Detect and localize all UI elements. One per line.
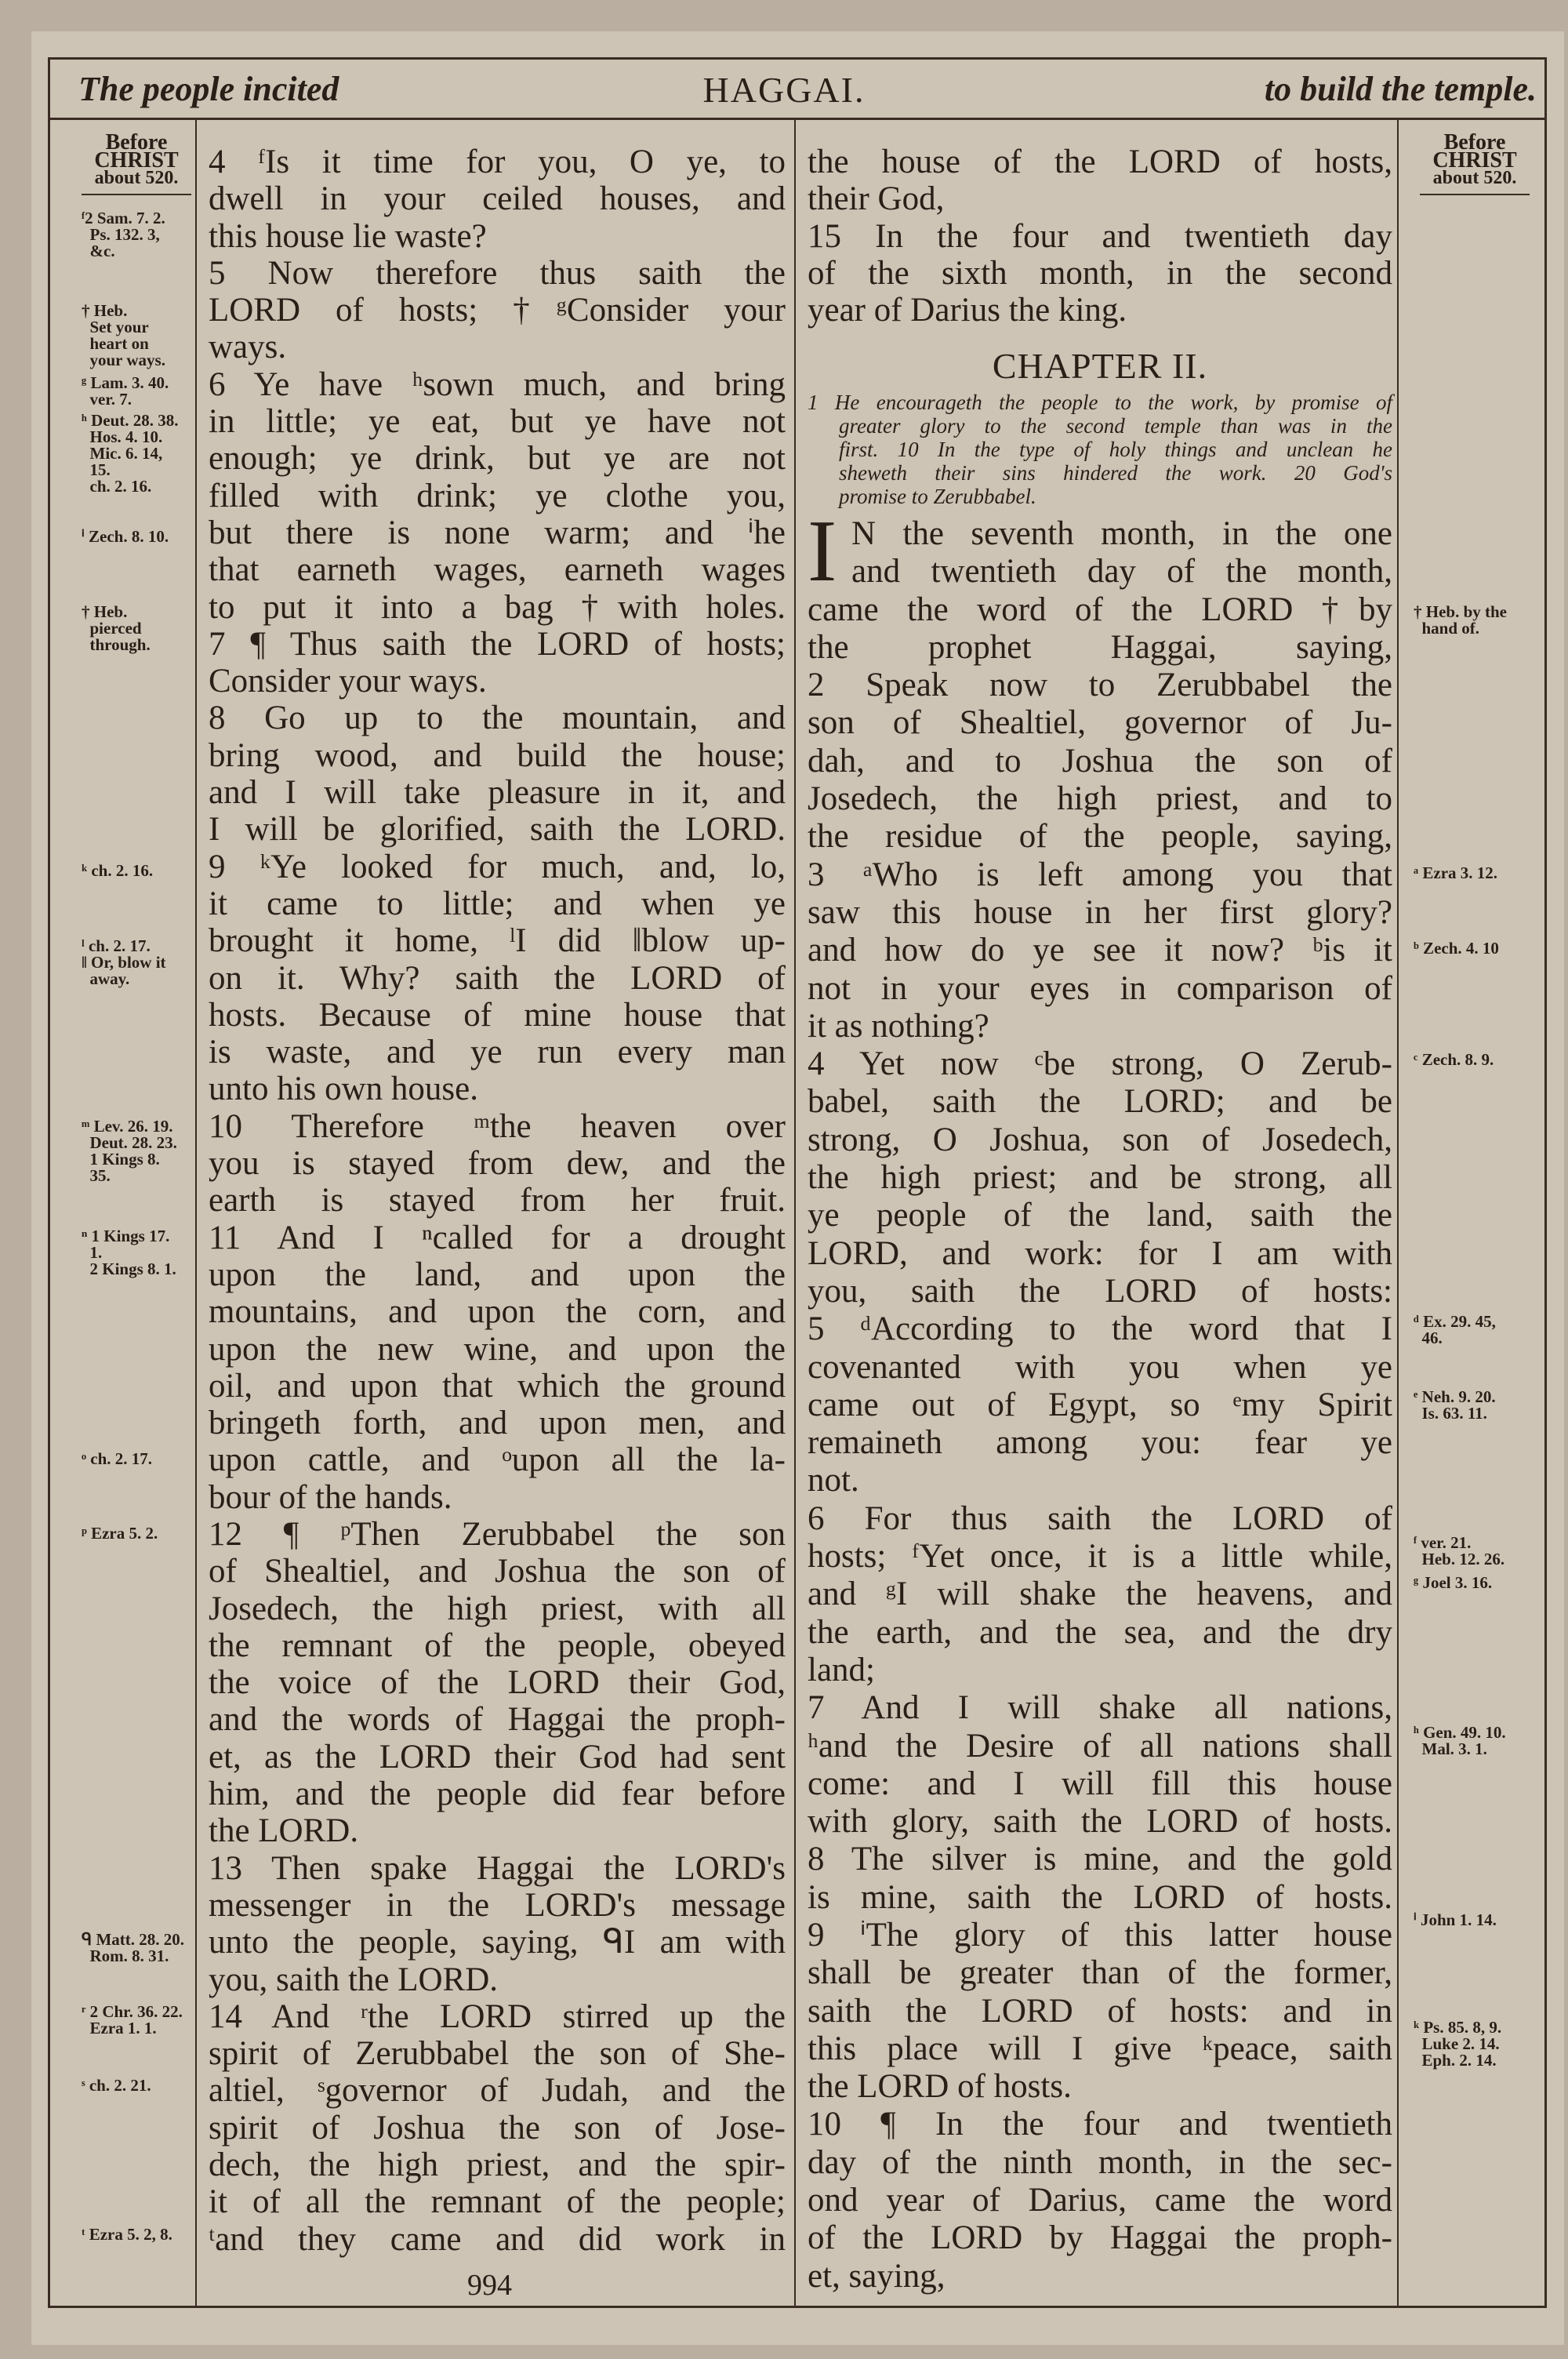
text-line: not.: [808, 1462, 859, 1499]
text-line: and how do ye see it now? ᵇis it: [808, 932, 1392, 969]
text-line: I will be glorified, saith the LORD.: [209, 811, 786, 849]
margin-note: ˡ ch. 2. 17. ‖ Or, blow it away.: [82, 936, 166, 988]
text-line: dah, and to Joshua the son of: [808, 742, 1392, 780]
text-line: not in your eyes in comparison of: [808, 969, 1392, 1007]
text-line: the LORD.: [209, 1812, 359, 1850]
text-line: upon the land, and upon the: [209, 1256, 786, 1293]
left-text-column: [209, 144, 786, 2258]
left-margin-divider: [195, 120, 197, 2308]
text-line: sheweth their sins hindered the work. 20 God's: [839, 461, 1392, 485]
margin-note: ᵍ Joel 3. 16.: [1414, 1573, 1493, 1592]
margin-note: ᵏ ch. 2. 16.: [82, 861, 154, 880]
margin-note: ᶠ ver. 21. Heb. 12. 26.: [1414, 1533, 1505, 1568]
date-rule: [82, 194, 191, 195]
text-line: covenanted with you when ye: [808, 1348, 1392, 1386]
text-line: the remnant of the people, obeyed: [209, 1627, 786, 1664]
text-line: unto the people, saying, ᑫI am with: [209, 1924, 786, 1961]
text-line: greater glory to the second temple than was in the: [839, 414, 1392, 438]
text-line: shall be greater than of the former,: [808, 1954, 1392, 1992]
text-line: promise to Zerubbabel.: [839, 485, 1036, 508]
text-line: upon the new wine, and upon the: [209, 1330, 786, 1368]
date-line: CHRIST: [94, 148, 179, 173]
text-line: you is stayed from dew, and the: [209, 1145, 786, 1183]
text-line: unto his own house.: [209, 1070, 478, 1108]
header-rule: [48, 118, 1547, 120]
text-line: babel, saith the LORD; and be: [808, 1083, 1392, 1121]
text-line: to put it into a bag †with holes.: [209, 588, 786, 626]
text-line: 10 Therefore ᵐthe heaven over: [209, 1107, 786, 1145]
text-line: dech, the high priest, and the spir-: [209, 2146, 786, 2184]
margin-note: ᵍ Lam. 3. 40. ver. 7.: [82, 373, 169, 409]
text-line: ye people of the land, saith the: [808, 1197, 1392, 1234]
text-line: came the word of the LORD †by: [808, 591, 1392, 628]
text-line: 5 Now therefore thus saith the: [209, 254, 786, 292]
margin-note: ⁿ 1 Kings 17. 1. 2 Kings 8. 1.: [82, 1227, 176, 1278]
text-line: LORD, and work: for I am with: [808, 1234, 1392, 1272]
text-line: 1 He encourageth the people to the work, by promise of: [808, 391, 1392, 414]
text-line: 8 The silver is mine, and the gold: [808, 1841, 1392, 1878]
text-line: and the words of Haggai the proph-: [209, 1701, 786, 1739]
text-line: ways.: [209, 329, 287, 366]
text-line: this house lie waste?: [209, 217, 487, 255]
margin-note: ᶠ2 Sam. 7. 2. Ps. 132. 3, &c.: [82, 209, 165, 260]
margin-note: ʰ Deut. 28. 38. Hos. 4. 10. Mic. 6. 14, 15. ch. 2. 16.: [82, 411, 179, 496]
text-line: Consider your ways.: [209, 663, 487, 700]
text-line: year of Darius the king.: [808, 292, 1127, 329]
text-line: came out of Egypt, so ᵉmy Spirit: [808, 1386, 1392, 1423]
text-line: 13 Then spake Haggai the LORD's: [209, 1849, 786, 1887]
text-line: earth is stayed from her fruit.: [209, 1182, 786, 1219]
right-text-column-body: [808, 503, 1392, 2295]
text-line: spirit of Zerubbabel the son of She-: [209, 2035, 786, 2073]
text-line: 11 And I ⁿcalled for a drought: [209, 1219, 786, 1256]
date-rule: [1420, 194, 1530, 195]
text-line: altiel, ˢgovernor of Judah, and the: [209, 2072, 786, 2110]
text-line: strong, O Joshua, son of Josedech,: [808, 1121, 1392, 1158]
text-line: but there is none warm; and ⁱhe: [209, 514, 786, 551]
text-line: son of Shealtiel, governor of Ju-: [808, 704, 1392, 742]
chapter-heading: CHAPTER II.: [992, 346, 1208, 386]
text-line: 9 ⁱThe glory of this latter house: [808, 1916, 1392, 1954]
text-line: LORD of hosts; †ᵍConsider your: [209, 292, 786, 329]
text-line: the residue of the people, saying,: [808, 818, 1392, 856]
margin-note: ᵖ Ezra 5. 2.: [82, 1524, 158, 1543]
date-line: about 520.: [94, 168, 179, 188]
date-note-left: [78, 130, 195, 195]
text-line: 6 For thus saith the LORD of: [808, 1499, 1392, 1537]
margin-note: ᑫ Matt. 28. 20. Rom. 8. 31.: [82, 1930, 185, 1965]
text-line: of Shealtiel, and Joshua the son of: [209, 1553, 786, 1590]
text-line: the house of the LORD of hosts,: [808, 144, 1392, 180]
margin-note: ˢ ch. 2. 21.: [82, 2076, 151, 2095]
text-line: on it. Why? saith the LORD of: [209, 959, 786, 997]
margin-note: ʳ 2 Chr. 36. 22. Ezra 1. 1.: [82, 2002, 183, 2037]
margin-note: ʰ Gen. 49. 10. Mal. 3. 1.: [1414, 1723, 1506, 1758]
text-line: is mine, saith the LORD of hosts.: [808, 1878, 1392, 1916]
text-line: him, and the people did fear before: [209, 1776, 786, 1813]
text-line: you, saith the LORD.: [209, 1961, 499, 1998]
text-line: 4 ᶠIs it time for you, O ye, to: [209, 144, 786, 180]
text-line: in little; ye eat, but ye have not: [209, 403, 786, 441]
text-line: ᵗand they came and did work in: [209, 2220, 786, 2258]
text-line: it of all the remnant of the people;: [209, 2183, 786, 2221]
right-margin-divider: [1397, 120, 1399, 2308]
text-line: ʰand the Desire of all nations shall: [808, 1727, 1392, 1765]
text-line: day of the ninth month, in the sec-: [808, 2143, 1392, 2181]
text-line: spirit of Joshua the son of Jose-: [209, 2109, 786, 2146]
text-line: 10 ¶ In the four and twentieth: [808, 2106, 1392, 2143]
margin-note: ᵇ Zech. 4. 10: [1414, 939, 1499, 958]
text-line: N the seventh month, in the one: [851, 515, 1392, 552]
text-line: et, saying,: [808, 2257, 946, 2295]
text-line: with glory, saith the LORD of hosts.: [808, 1803, 1392, 1841]
text-line: filled with drink; ye clothe you,: [209, 477, 786, 514]
text-line: hosts. Because of mine house that: [209, 996, 786, 1034]
text-line: 12 ¶ ᵖThen Zerubbabel the son: [209, 1515, 786, 1553]
text-line: the earth, and the sea, and the dry: [808, 1613, 1392, 1651]
text-line: remaineth among you: fear ye: [808, 1424, 1392, 1462]
date-note-right: [1416, 130, 1534, 195]
text-line: et, as the LORD their God had sent: [209, 1738, 786, 1776]
text-line: 5 ᵈAccording to the word that I: [808, 1310, 1392, 1348]
margin-note: ⁱ Zech. 8. 10.: [82, 527, 169, 546]
text-line: oil, and upon that which the ground: [209, 1367, 786, 1405]
text-line: of the sixth month, in the second: [808, 254, 1392, 292]
margin-note: ᵐ Lev. 26. 19. Deut. 28. 23. 1 Kings 8. 35.: [82, 1117, 177, 1185]
drop-cap: I: [808, 503, 837, 600]
text-line: their God,: [808, 180, 945, 218]
text-line: saw this house in her first glory?: [808, 893, 1392, 931]
text-line: of the LORD by Haggai the proph-: [808, 2219, 1392, 2257]
text-line: 14 And ʳthe LORD stirred up the: [209, 1997, 786, 2035]
page-number: 994: [467, 2269, 512, 2302]
running-head-left: The people incited: [78, 70, 339, 108]
text-line: it as nothing?: [808, 1007, 989, 1045]
text-line: the prophet Haggai, saying,: [808, 628, 1392, 666]
text-line: the LORD of hosts.: [808, 2068, 1072, 2106]
margin-note: ᶜ Zech. 8. 9.: [1414, 1050, 1494, 1069]
text-line: Josedech, the high priest, and to: [808, 780, 1392, 818]
text-line: the voice of the LORD their God,: [209, 1664, 786, 1702]
book-title: HAGGAI.: [702, 70, 866, 110]
margin-note: ᵗ Ezra 5. 2, 8.: [82, 2225, 172, 2244]
text-line: bring wood, and build the house;: [209, 736, 786, 774]
text-line: 3 ᵃWho is left among you that: [808, 856, 1392, 893]
text-line: upon cattle, and ᵒupon all the la-: [209, 1441, 786, 1479]
text-line: and I will take pleasure in it, and: [209, 774, 786, 812]
text-line: 7 And I will shake all nations,: [808, 1689, 1392, 1727]
text-line: 2 Speak now to Zerubbabel the: [808, 667, 1392, 704]
date-line: CHRIST: [1432, 148, 1517, 173]
margin-note: † Heb. pierced through.: [82, 602, 151, 654]
date-line: about 520.: [1432, 168, 1517, 188]
text-line: enough; ye drink, but ye are not: [209, 440, 786, 478]
text-line: 6 Ye have ʰsown much, and bring: [209, 365, 786, 403]
right-text-column-top: [808, 144, 1392, 329]
text-line: the high priest; and be strong, all: [808, 1159, 1392, 1197]
text-line: come: and I will fill this house: [808, 1765, 1392, 1802]
margin-note: ᵈ Ex. 29. 45, 46.: [1414, 1312, 1496, 1347]
text-line: land;: [808, 1651, 875, 1688]
margin-note: † Heb. Set your heart on your ways.: [82, 301, 165, 369]
text-line: bour of the hands.: [209, 1478, 452, 1516]
text-line: it came to little; and when ye: [209, 885, 786, 922]
margin-note: ᵉ Neh. 9. 20. Is. 63. 11.: [1414, 1387, 1496, 1423]
text-line: first. 10 In the type of holy things and unclean he: [839, 438, 1392, 461]
text-line: that earneth wages, earneth wages: [209, 551, 786, 589]
margin-note: ᵃ Ezra 3. 12.: [1414, 863, 1498, 882]
text-line: brought it home, ˡI did ‖blow up-: [209, 922, 786, 960]
text-line: is waste, and ye run every man: [209, 1034, 786, 1071]
text-line: bringeth forth, and upon men, and: [209, 1405, 786, 1442]
text-line: 4 Yet now ᶜbe strong, O Zerub-: [808, 1045, 1392, 1083]
chapter-summary: [808, 391, 1392, 508]
margin-note: ᵏ Ps. 85. 8, 9. Luke 2. 14. Eph. 2. 14.: [1414, 2018, 1502, 2070]
date-line: Before: [1443, 130, 1506, 154]
text-line: dwell in your ceiled houses, and: [209, 180, 786, 218]
text-line: mountains, and upon the corn, and: [209, 1293, 786, 1331]
text-line: ond year of Darius, came the word: [808, 2182, 1392, 2219]
text-line: this place will I give ᵏpeace, saith: [808, 2030, 1392, 2067]
text-line: 8 Go up to the mountain, and: [209, 700, 786, 737]
margin-note: † Heb. by the hand of.: [1414, 602, 1508, 638]
running-head-right: to build the temple.: [1264, 70, 1537, 108]
date-line: Before: [105, 130, 168, 154]
text-line: 9 ᵏYe looked for much, and, lo,: [209, 848, 786, 885]
text-line: and ᵍI will shake the heavens, and: [808, 1576, 1392, 1613]
margin-note: ᵒ ch. 2. 17.: [82, 1449, 153, 1468]
text-line: messenger in the LORD's message: [209, 1886, 786, 1924]
text-line: saith the LORD of hosts: and in: [808, 1992, 1392, 2030]
text-line: 15 In the four and twentieth day: [808, 217, 1392, 255]
center-column-divider: [794, 120, 796, 2308]
text-line: Josedech, the high priest, with all: [209, 1590, 786, 1627]
text-line: you, saith the LORD of hosts:: [808, 1272, 1392, 1310]
text-line: hosts; ᶠYet once, it is a little while,: [808, 1538, 1392, 1576]
margin-note: ⁱ John 1. 14.: [1414, 1910, 1497, 1929]
text-line: 7 ¶ Thus saith the LORD of hosts;: [209, 625, 786, 663]
text-line: and twentieth day of the month,: [851, 553, 1392, 591]
